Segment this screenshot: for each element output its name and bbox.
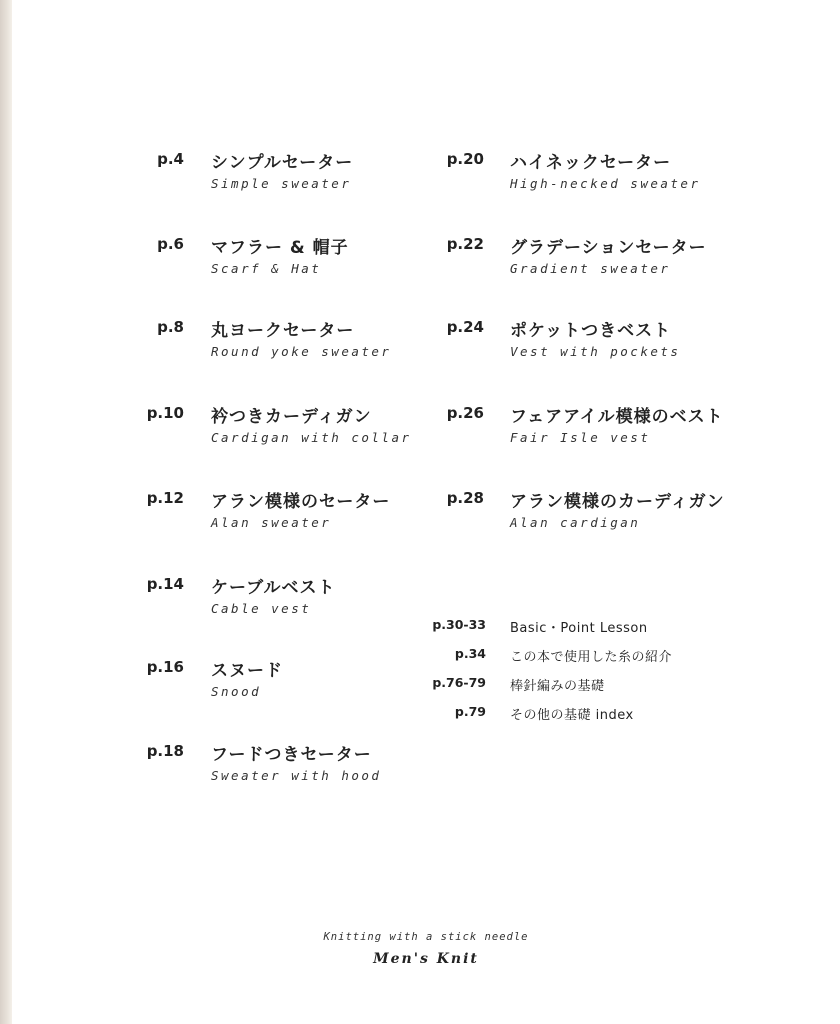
title-english: Simple sweater — [211, 176, 352, 191]
title-japanese: 衿つきカーディガン — [211, 407, 372, 427]
page-number: p.24 — [446, 318, 484, 336]
page-number: p.4 — [157, 150, 184, 168]
title-english: Scarf & Hat — [211, 261, 322, 276]
title-japanese: シンプルセーター — [211, 153, 354, 173]
title-japanese: マフラー & 帽子 — [211, 238, 349, 258]
title-english: Gradient sweater — [510, 261, 671, 276]
title-japanese: ケーブルベスト — [211, 578, 336, 598]
title-english: Vest with pockets — [510, 344, 681, 359]
page-number: p.79 — [454, 704, 486, 719]
book-spine-edge — [0, 0, 12, 1024]
page-number: p.20 — [446, 150, 484, 168]
title-japanese: 丸ヨークセーター — [211, 321, 355, 341]
title-japanese: スヌード — [211, 661, 283, 681]
page-number: p.8 — [157, 318, 184, 336]
title-japanese: アラン模様のカーディガン — [510, 492, 725, 512]
title-english: Sweater with hood — [211, 768, 382, 783]
page-number: p.18 — [146, 742, 184, 760]
title-japanese: ポケットつきベスト — [510, 321, 672, 341]
title-english: Cable vest — [211, 601, 312, 616]
book-title: Men's Knit — [373, 951, 479, 967]
title-japanese: フードつきセーター — [211, 745, 372, 765]
book-subtitle: Knitting with a stick needle — [323, 931, 529, 943]
title-japanese: グラデーションセーター — [510, 238, 707, 258]
title-english: Fair Isle vest — [510, 430, 651, 445]
page-number: p.6 — [157, 235, 184, 253]
section-title: 棒針編みの基礎 — [510, 679, 605, 694]
title-english: Alan sweater — [211, 515, 332, 530]
contents-page — [12, 0, 840, 1024]
page-number: p.12 — [146, 489, 184, 507]
page-number: p.14 — [146, 575, 184, 593]
title-english: Cardigan with collar — [211, 430, 412, 445]
page-number: p.76-79 — [432, 675, 486, 690]
page-number: p.34 — [454, 646, 486, 661]
section-title: この本で使用した糸の紹介 — [510, 650, 673, 665]
section-title: その他の基礎 index — [510, 708, 634, 723]
title-english: Alan cardigan — [510, 515, 641, 530]
title-japanese: ハイネックセーター — [510, 153, 672, 173]
title-english: High-necked sweater — [510, 176, 701, 191]
page-number: p.16 — [146, 658, 184, 676]
title-japanese: フェアアイル模様のベスト — [510, 407, 724, 427]
section-title: Basic・Point Lesson — [510, 621, 648, 636]
page-number: p.26 — [446, 404, 484, 422]
title-japanese: アラン模様のセーター — [211, 492, 391, 512]
title-english: Snood — [211, 684, 262, 699]
page-number: p.10 — [146, 404, 184, 422]
page-number: p.28 — [446, 489, 484, 507]
page-number: p.30-33 — [432, 617, 486, 632]
title-english: Round yoke sweater — [211, 344, 392, 359]
page-number: p.22 — [446, 235, 484, 253]
